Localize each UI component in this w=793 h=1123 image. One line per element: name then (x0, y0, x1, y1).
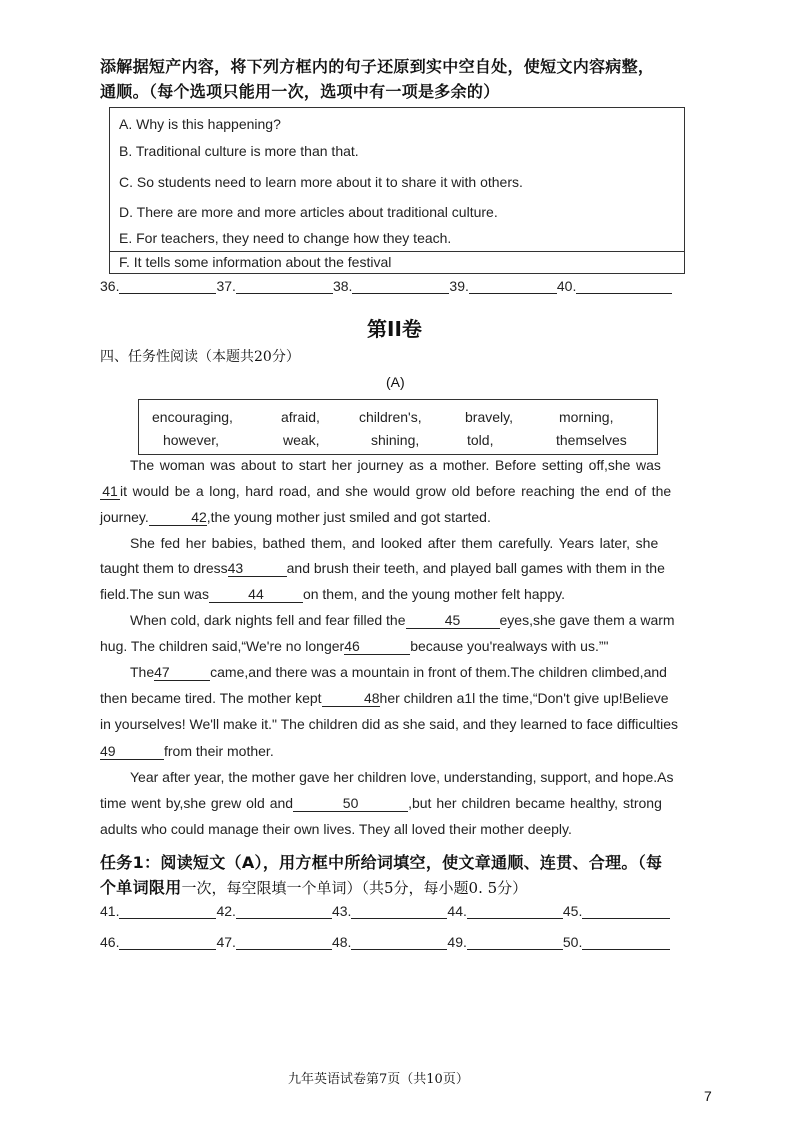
answer-blank-50[interactable] (582, 934, 670, 950)
word-bank-item: weak, (283, 432, 320, 448)
instruction-line-2: 通顺。（每个选项只能用一次，选项中有一项是多余的） (100, 82, 500, 101)
passage-line (100, 690, 669, 707)
passage-line (100, 483, 671, 500)
option-c: C. So students need to learn more about it to share it with others. (119, 174, 523, 190)
answer-label-41: 41. (100, 903, 120, 919)
answer-label-37: 37. (216, 278, 236, 294)
passage-text: eyes,she gave them a warm (499, 612, 675, 628)
answer-blank-46[interactable] (119, 934, 216, 950)
answer-blank-43[interactable] (351, 903, 447, 919)
answer-row-36-40 (100, 278, 672, 294)
passage-text: it would be a long, hard road, and she would grow old before reaching the end of the (120, 483, 672, 499)
options-box (109, 107, 685, 274)
passage-line: adults who could manage their own lives. They all loved their mother deeply. (100, 821, 572, 837)
word-bank-item: themselves (556, 432, 627, 448)
word-bank-item: shining, (371, 432, 420, 448)
passage-line: Year after year, the mother gave her children love, understanding, support, and hope.As (130, 769, 674, 785)
blank-42: 42 (149, 509, 207, 526)
option-f: F. It tells some information about the festival (119, 254, 392, 270)
answer-label-38: 38. (332, 278, 353, 294)
option-b: B. Traditional culture is more than that. (119, 143, 359, 159)
options-divider (110, 251, 684, 252)
passage-line: The woman was about to start her journey as a mother. Before setting off,she was (130, 457, 661, 473)
passage-text: because you'realways with us.”" (410, 638, 609, 654)
passage-text: on them, and the young mother felt happy. (302, 586, 565, 602)
blank-46: 46 (344, 638, 410, 655)
blank-50: 50 (293, 795, 408, 812)
word-bank-item: told, (467, 432, 494, 448)
option-d: D. There are more and more articles about traditional culture. (119, 204, 498, 220)
page-footer: 九年英语试卷第7页（共10页） (288, 1072, 469, 1087)
passage-label: (A) (386, 374, 405, 390)
word-bank-item: encouraging, (152, 409, 233, 425)
word-bank-item: morning, (559, 409, 614, 425)
passage-line (130, 612, 675, 629)
answer-label-44: 44. (447, 903, 467, 919)
passage-line: She fed her babies, bathed them, and looked after them carefully. Years later, she (130, 535, 659, 551)
passage-line (100, 743, 274, 760)
blank-41: 41 (100, 483, 120, 500)
part-title: 第II卷 (367, 317, 422, 341)
blank-45: 45 (406, 612, 500, 629)
passage-line (100, 560, 665, 577)
answer-blank-36[interactable] (119, 278, 216, 294)
answer-label-47: 47. (216, 934, 236, 950)
passage-line (100, 586, 565, 603)
answer-label-39: 39. (449, 278, 469, 294)
word-bank-item: bravely, (465, 409, 513, 425)
passage-text: ,the young mother just smiled and got started. (206, 509, 491, 525)
task-text: 一次，每空限填一个单词）（共5分，每小题0. 5分） (181, 879, 528, 897)
answer-blank-48[interactable] (351, 934, 447, 950)
answer-label-36: 36. (100, 278, 120, 294)
instruction-line-1: 添解据短产内容，将下列方框内的句子还原到实中空自处，使短文内容病整， (100, 57, 655, 76)
answer-label-48: 48. (331, 934, 352, 950)
passage-text: came,and there was a mountain in front of them.The children climbed,and (210, 664, 667, 680)
passage-line (100, 638, 608, 655)
passage-text: taught them to dress (100, 560, 228, 576)
blank-44: 44 (209, 586, 303, 603)
answer-blank-38[interactable] (352, 278, 449, 294)
word-bank-item: however, (163, 432, 220, 448)
answer-row-41-45 (100, 903, 670, 919)
answer-blank-41[interactable] (119, 903, 216, 919)
answer-label-50: 50. (562, 934, 583, 950)
passage-line (100, 509, 491, 526)
word-bank-item: children's, (359, 409, 422, 425)
answer-row-46-50 (100, 934, 670, 950)
answer-blank-39[interactable] (469, 278, 557, 294)
answer-label-46: 46. (100, 934, 120, 950)
blank-43: 43 (228, 560, 287, 577)
passage-text: journey. (100, 509, 149, 525)
passage-line (100, 795, 662, 812)
section-heading: 四、任务性阅读（本题共20分） (100, 349, 300, 365)
passage-text: hug. The children said,“We're no longer (100, 638, 345, 654)
passage-text: field.The sun was (100, 586, 209, 602)
answer-label-45: 45. (562, 903, 583, 919)
answer-label-42: 42. (216, 903, 236, 919)
blank-49: 49 (100, 743, 164, 760)
blank-48: 48 (322, 690, 380, 707)
passage-text: ,but her children became healthy, strong (408, 795, 662, 811)
task-text: 个单词限用 (100, 878, 182, 897)
answer-label-40: 40. (556, 278, 577, 294)
answer-blank-49[interactable] (467, 934, 563, 950)
task-line-2 (100, 875, 527, 898)
answer-blank-42[interactable] (236, 903, 332, 919)
word-bank-item: afraid, (281, 409, 320, 425)
option-a: A. Why is this happening? (119, 116, 281, 132)
passage-line: in yourselves! We'll make it." The children did as she said, and they learned to face difficulties (100, 716, 679, 732)
answer-blank-45[interactable] (582, 903, 670, 919)
passage-text: time went by,she grew old and (100, 795, 294, 811)
task-line-1: 任务1：阅读短文（A），用方框中所给词填空，使文章通顺、连贯、合理。（每 (100, 853, 663, 872)
answer-blank-44[interactable] (467, 903, 563, 919)
passage-text: The (130, 664, 155, 680)
option-e: E. For teachers, they need to change how they teach. (119, 230, 452, 246)
blank-47: 47 (154, 664, 210, 681)
page-number: 7 (704, 1088, 712, 1104)
answer-blank-37[interactable] (236, 278, 333, 294)
passage-text: then became tired. The mother kept (100, 690, 322, 706)
answer-blank-40[interactable] (576, 278, 672, 294)
passage-text: her children a1l the time,“Don't give up!Believe (379, 690, 669, 706)
answer-label-43: 43. (331, 903, 352, 919)
passage-text: and brush their teeth, and played ball games with them in the (286, 560, 665, 576)
passage-line (130, 664, 667, 681)
passage-text: When cold, dark nights fell and fear filled the (130, 612, 406, 628)
answer-blank-47[interactable] (236, 934, 332, 950)
passage-text: from their mother. (164, 743, 274, 759)
answer-label-49: 49. (447, 934, 467, 950)
